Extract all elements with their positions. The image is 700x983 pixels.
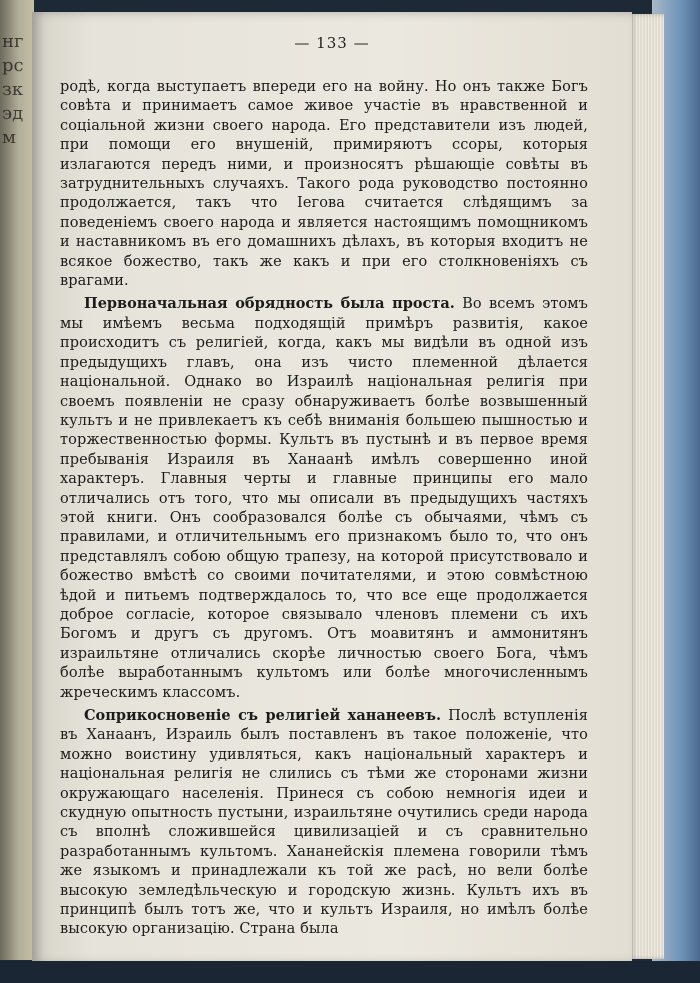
previous-page-edge xyxy=(0,0,34,960)
book-page xyxy=(32,12,632,964)
paragraph-3-text: Послѣ вступленія въ Ханаанъ, Израиль былъ поставленъ въ такое положеніе, что можно воистину удивляться, какъ національный характеръ и національная религія не слились съ тѣми же сторонами жизни окружающаго населенія. Принеся съ собою немногія идеи и скудную опытность пустыни, израильтяне очутились среди народа съ вполнѣ сложившейся цивилизаціей и съ сравнительно разработаннымъ культомъ. Хананейскія племена говорили тѣмъ же языкомъ и принадлежали къ той же расѣ, но вели болѣе высокую земледѣльческую и городскую жизнь. Культъ ихъ въ принципѣ былъ тотъ же, что и культъ Израиля, но имѣлъ болѣе высокую организацію. Страна была xyxy=(60,708,588,938)
paragraph-3 xyxy=(60,706,588,940)
paragraph-2 xyxy=(60,294,588,703)
paragraph-1-text: родѣ, когда выступаетъ впереди его на войну. Но онъ также Богъ совѣта и принимаетъ самое живое участіе въ нравственной и соціальной жизни своего народа. Его представители изъ людей, при помощи его внушеній, примиряютъ ссоры, которыя излагаются передъ ними, и произносятъ рѣшающіе совѣты въ затруднительныхъ случаяхъ. Такого рода руководство постоянно продолжается, такъ что Іегова считается слѣдящимъ за поведеніемъ своего народа и является настоящимъ помощникомъ и наставникомъ въ его домашнихъ дѣлахъ, въ которыя входитъ не всякое божество, такъ же какъ и при его столкновеніяхъ съ врагами. xyxy=(60,79,588,290)
cloth-bottom-strip xyxy=(0,961,700,983)
page-number: — 133 — xyxy=(294,34,370,52)
paragraph-2-text: Во всемъ этомъ мы имѣемъ весьма подходящій примѣръ развитія, какое происходитъ съ религіей, когда, какъ мы видѣли въ одной изъ предыдущихъ главъ, она изъ чисто племенной дѣлается національной. Однако во Израилѣ національная религія при своемъ появленіи не сразу обнаруживаетъ болѣе возвышенный культъ и не привлекаетъ къ себѣ вниманія большею пышностью и торжественностью формы. Культъ въ пустынѣ и въ первое время пребыванія Израиля въ Ханаанѣ имѣлъ совершенно иной характеръ. Главныя черты и главные принципы его мало отличались отъ того, что мы описали въ предыдущихъ частяхъ этой книги. Онъ сообразовался болѣе съ обычаями, чѣмъ съ правилами, и отличительнымъ его признакомъ было то, что онъ представлялъ собою общую трапезу, на которой присутствовало и божество вмѣстѣ со своими почитателями, и этою совмѣстною ѣдой и питьемъ подтверждалось то, что все еще продолжается доброе согласіе, которое связывало членовъ племени съ ихъ Богомъ и другъ съ другомъ. Отъ моавитянъ и аммонитянъ израильтяне отличались скорѣе личностью своего Бога, чѣмъ болѣе выработаннымъ культомъ или болѣе многочисленнымъ жреческимъ классомъ. xyxy=(60,296,588,701)
page-block-edges xyxy=(630,14,664,959)
paragraph-2-heading: Первоначальная обрядность была проста. xyxy=(84,295,455,313)
paragraph-3-heading: Соприкосновеніе съ религіей хананеевъ. xyxy=(84,707,442,724)
page-body xyxy=(60,78,588,940)
paragraph-1 xyxy=(60,78,588,291)
previous-page-fragment: нгрсзкэдм xyxy=(2,31,24,148)
